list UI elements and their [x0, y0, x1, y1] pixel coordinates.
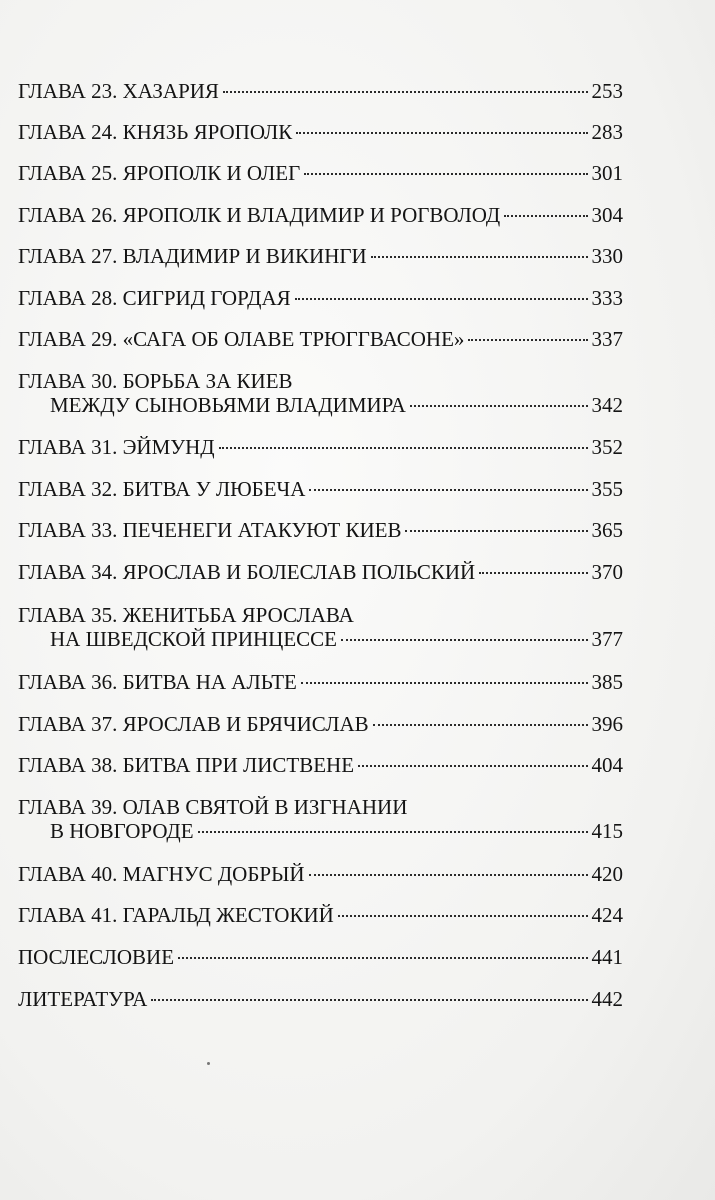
toc-page-number: 352	[591, 435, 623, 459]
toc-page-number: 420	[591, 862, 623, 886]
toc-line	[18, 477, 623, 501]
toc-line	[18, 987, 623, 1011]
toc-entry[interactable]	[18, 369, 623, 417]
dot-leader	[309, 489, 587, 491]
dot-leader	[358, 765, 587, 767]
toc-line	[18, 327, 623, 351]
toc-line	[18, 79, 623, 103]
toc-entry[interactable]	[18, 327, 623, 351]
dot-leader	[198, 831, 588, 833]
toc-line	[18, 945, 623, 969]
toc-entry[interactable]	[18, 795, 623, 843]
toc-page-number: 342	[591, 393, 623, 417]
toc-entry-title: ГЛАВА 39. ОЛАВ СВЯТОЙ В ИЗГНАНИИ	[18, 795, 408, 819]
toc-line	[18, 903, 623, 927]
toc-line	[18, 393, 623, 417]
toc-page-number: 377	[591, 627, 623, 651]
toc-entry-title: ГЛАВА 26. ЯРОПОЛК И ВЛАДИМИР И РОГВОЛОД	[18, 203, 501, 227]
toc-page-number: 396	[591, 712, 623, 736]
toc-line	[18, 203, 623, 227]
toc-page-number: 304	[591, 203, 623, 227]
dot-leader	[309, 874, 588, 876]
toc-entry[interactable]	[18, 120, 623, 144]
dot-leader	[223, 91, 588, 93]
toc-page-number: 337	[591, 327, 623, 351]
toc-entry-title: В НОВГОРОДЕ	[50, 819, 194, 843]
toc-page-number: 365	[591, 518, 623, 542]
dot-leader	[405, 530, 587, 532]
toc-page-number: 404	[591, 753, 623, 777]
toc-entry-title: ГЛАВА 31. ЭЙМУНД	[18, 435, 215, 459]
toc-entry-title: ГЛАВА 41. ГАРАЛЬД ЖЕСТОКИЙ	[18, 903, 334, 927]
toc-page-number: 441	[591, 945, 623, 969]
toc-entry-title: ГЛАВА 37. ЯРОСЛАВ И БРЯЧИСЛАВ	[18, 712, 369, 736]
dot-leader	[504, 215, 587, 217]
toc-entry[interactable]	[18, 161, 623, 185]
toc-entry-title: ГЛАВА 30. БОРЬБА ЗА КИЕВ	[18, 369, 293, 393]
toc-entry-title: ГЛАВА 25. ЯРОПОЛК И ОЛЕГ	[18, 161, 301, 185]
toc-entry[interactable]	[18, 435, 623, 459]
toc-entry[interactable]	[18, 862, 623, 886]
toc-entry[interactable]	[18, 603, 623, 651]
toc-line	[18, 753, 623, 777]
toc-line	[18, 435, 623, 459]
dot-leader	[304, 173, 587, 175]
dot-leader	[301, 682, 588, 684]
toc-entry[interactable]	[18, 79, 623, 103]
dot-leader	[341, 639, 587, 641]
toc-line	[18, 161, 623, 185]
print-speck	[207, 1062, 210, 1065]
toc-page-number: 370	[591, 560, 623, 584]
toc-page-number: 333	[591, 286, 623, 310]
dot-leader	[410, 405, 588, 407]
dot-leader	[219, 447, 588, 449]
toc-entry-title: НА ШВЕДСКОЙ ПРИНЦЕССЕ	[50, 627, 338, 651]
toc-entry[interactable]	[18, 712, 623, 736]
toc-line	[18, 286, 623, 310]
toc-line	[18, 712, 623, 736]
toc-line	[18, 560, 623, 584]
toc-page-number: 442	[591, 987, 623, 1011]
toc-entry[interactable]	[18, 903, 623, 927]
toc-line	[18, 819, 623, 843]
toc-line	[18, 627, 623, 651]
dot-leader	[151, 999, 587, 1001]
toc-page-number: 283	[591, 120, 623, 144]
toc-entry-title: ГЛАВА 27. ВЛАДИМИР И ВИКИНГИ	[18, 244, 367, 268]
toc-entry-title: ГЛАВА 36. БИТВА НА АЛЬТЕ	[18, 670, 297, 694]
toc-line	[18, 369, 623, 393]
toc-entry[interactable]	[18, 477, 623, 501]
toc-entry[interactable]	[18, 987, 623, 1011]
toc-entry[interactable]	[18, 203, 623, 227]
toc-page-number: 385	[591, 670, 623, 694]
toc-entry-title: ГЛАВА 28. СИГРИД ГОРДАЯ	[18, 286, 291, 310]
toc-entry-title: ГЛАВА 35. ЖЕНИТЬБА ЯРОСЛАВА	[18, 603, 354, 627]
toc-line	[18, 244, 623, 268]
toc-entry-title: ГЛАВА 24. КНЯЗЬ ЯРОПОЛК	[18, 120, 293, 144]
toc-entry[interactable]	[18, 560, 623, 584]
toc-entry[interactable]	[18, 286, 623, 310]
toc-entry-title: ГЛАВА 40. МАГНУС ДОБРЫЙ	[18, 862, 305, 886]
toc-line	[18, 603, 623, 627]
toc-line	[18, 120, 623, 144]
toc-entry-title: ПОСЛЕСЛОВИЕ	[18, 945, 175, 969]
dot-leader	[295, 298, 588, 300]
toc-entry-title: ГЛАВА 32. БИТВА У ЛЮБЕЧА	[18, 477, 306, 501]
dot-leader	[296, 132, 587, 134]
toc-entry-title: ГЛАВА 38. БИТВА ПРИ ЛИСТВЕНЕ	[18, 753, 355, 777]
toc-page-number: 330	[591, 244, 623, 268]
toc-entry[interactable]	[18, 518, 623, 542]
toc-page-number: 355	[591, 477, 623, 501]
toc-line	[18, 670, 623, 694]
toc-page-number: 424	[591, 903, 623, 927]
toc-entry-title: ГЛАВА 23. ХАЗАРИЯ	[18, 79, 219, 103]
dot-leader	[371, 256, 588, 258]
dot-leader	[338, 915, 588, 917]
toc-entry[interactable]	[18, 945, 623, 969]
toc-page-number: 415	[591, 819, 623, 843]
toc-entry-title: ГЛАВА 34. ЯРОСЛАВ И БОЛЕСЛАВ ПОЛЬСКИЙ	[18, 560, 476, 584]
toc-entry[interactable]	[18, 244, 623, 268]
dot-leader	[479, 572, 587, 574]
toc-entry-title: ЛИТЕРАТУРА	[18, 987, 148, 1011]
toc-entry-title: ГЛАВА 29. «САГА ОБ ОЛАВЕ ТРЮГГВАСОНЕ»	[18, 327, 465, 351]
toc-entry[interactable]	[18, 670, 623, 694]
toc-line	[18, 862, 623, 886]
toc-entry-title: МЕЖДУ СЫНОВЬЯМИ ВЛАДИМИРА	[50, 393, 406, 417]
toc-page-number: 253	[591, 79, 623, 103]
toc-entry[interactable]	[18, 753, 623, 777]
toc-line	[18, 518, 623, 542]
dot-leader	[373, 724, 588, 726]
dot-leader	[468, 339, 587, 341]
toc-entry-title: ГЛАВА 33. ПЕЧЕНЕГИ АТАКУЮТ КИЕВ	[18, 518, 402, 542]
toc-page-number: 301	[591, 161, 623, 185]
toc-line	[18, 795, 623, 819]
dot-leader	[178, 957, 587, 959]
